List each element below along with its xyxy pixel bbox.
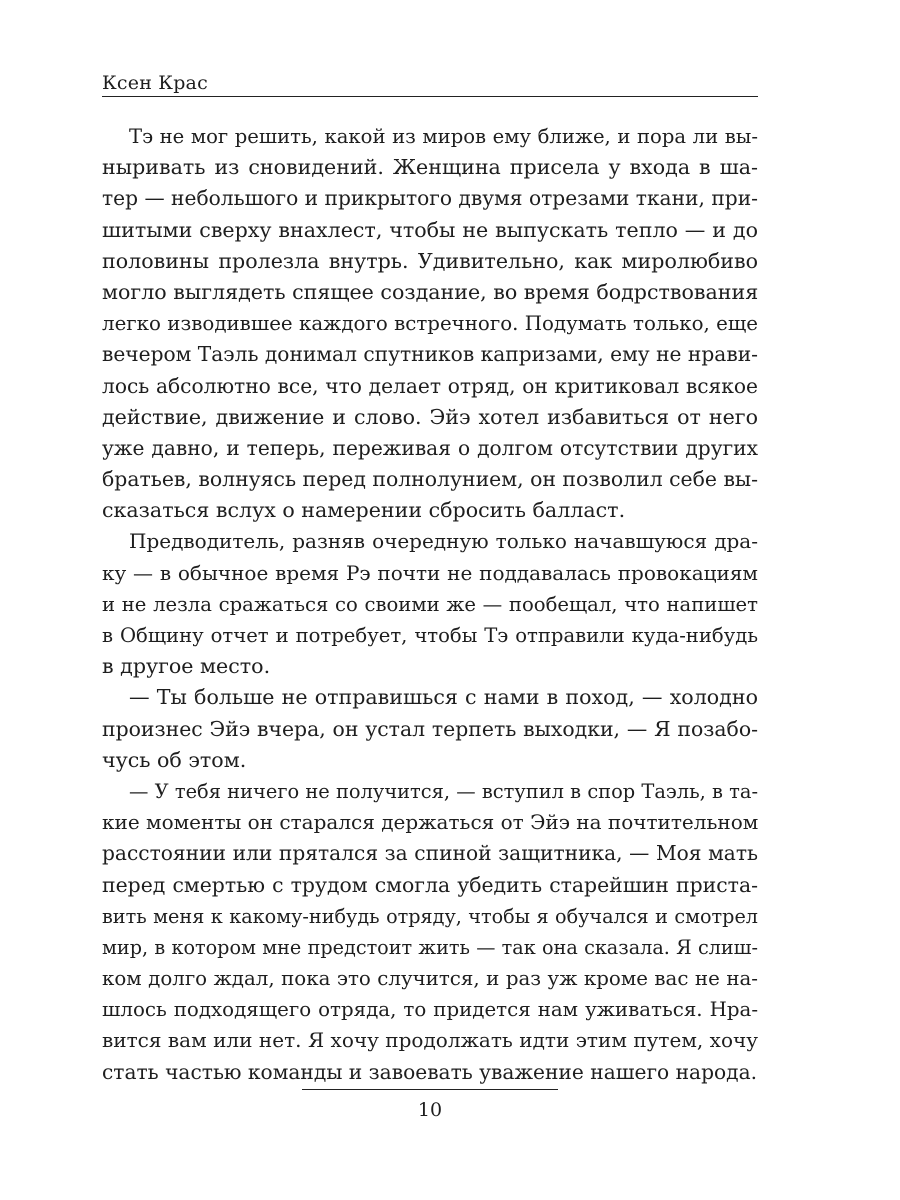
body-text: [102, 121, 758, 1088]
text-line: кие моменты он старался держаться от Эйэ на почтительном: [102, 810, 759, 835]
text-line: — Ты больше не отправишься с нами в поход, — холодно: [129, 685, 758, 710]
text-line: шитыми сверху внахлест, чтобы не выпускать тепло — и до: [102, 217, 758, 242]
text-line: вечером Таэль донимал спутников капризами, ему не нрави-: [102, 342, 758, 367]
text-line: в Общину отчет и потребует, чтобы Тэ отправили куда-нибудь: [102, 624, 758, 647]
text-line: — У тебя ничего не получится, — вступил в спор Таэль, в та-: [129, 779, 758, 803]
text-line: действие, движение и слово. Эйэ хотел избавиться от него: [102, 404, 758, 429]
text-line: в другое место.: [102, 654, 271, 679]
text-line: перед смертью с трудом смогла убедить старейшин приста-: [102, 872, 758, 897]
text-line: произнес Эйэ вчера, он устал терпеть выходки, — Я позабо-: [102, 716, 758, 741]
text-line: ку — в обычное время Рэ почти не поддавалась провокациям: [102, 560, 758, 585]
text-line: тер — небольшого и прикрытого двумя отрезами ткани, при-: [102, 186, 758, 211]
text-line: лось абсолютно все, что делает отряд, он критиковал всякое: [102, 373, 758, 398]
text-line: чусь об этом.: [102, 747, 247, 772]
running-header: [102, 72, 758, 97]
text-line: ком долго ждал, пока это случится, и раз уж кроме вас не на-: [102, 967, 758, 991]
text-line: расстоянии или прятался за спиной защитника, — Моя мать: [102, 841, 758, 866]
text-line: мир, в котором мне предстоит жить — так она сказала. Я слиш-: [102, 935, 758, 959]
text-line: стать частью команды и завоевать уважение нашего народа.: [102, 1059, 758, 1084]
text-line: легко изводившее каждого встречного. Подумать только, еще: [102, 312, 758, 336]
text-line: Предводитель, разняв очередную только начавшуюся дра-: [129, 529, 758, 554]
text-line: вить меня к какому-нибудь отряду, чтобы я обучался и смотрел: [102, 904, 758, 928]
footer-divider: [302, 1089, 558, 1090]
text-line: уже давно, и теперь, переживая о долгом отсутствии других: [102, 435, 758, 460]
author-name: Ксен Крас: [102, 72, 208, 94]
text-line: могло выглядеть спящее создание, во время бодрствования: [102, 279, 759, 304]
text-line: половины пролезла внутрь. Удивительно, как миролюбиво: [102, 248, 758, 273]
text-line: шлось подходящего отряда, то придется нам уживаться. Нра-: [102, 998, 758, 1022]
text-line: ныривать из сновидений. Женщина присела у входа в ша-: [102, 155, 758, 180]
page-number: 10: [417, 1099, 443, 1121]
text-line: сказаться вслух о намерении сбросить балласт.: [102, 498, 626, 523]
text-line: Тэ не мог решить, какой из миров ему ближе, и пора ли вы-: [129, 125, 758, 148]
text-line: братьев, волнуясь перед полнолунием, он позволил себе вы-: [102, 467, 759, 492]
text-line: вится вам или нет. Я хочу продолжать идти этим путем, хочу: [102, 1028, 758, 1053]
text-line: и не лезла сражаться со своими же — пообещал, что напишет: [102, 592, 758, 616]
